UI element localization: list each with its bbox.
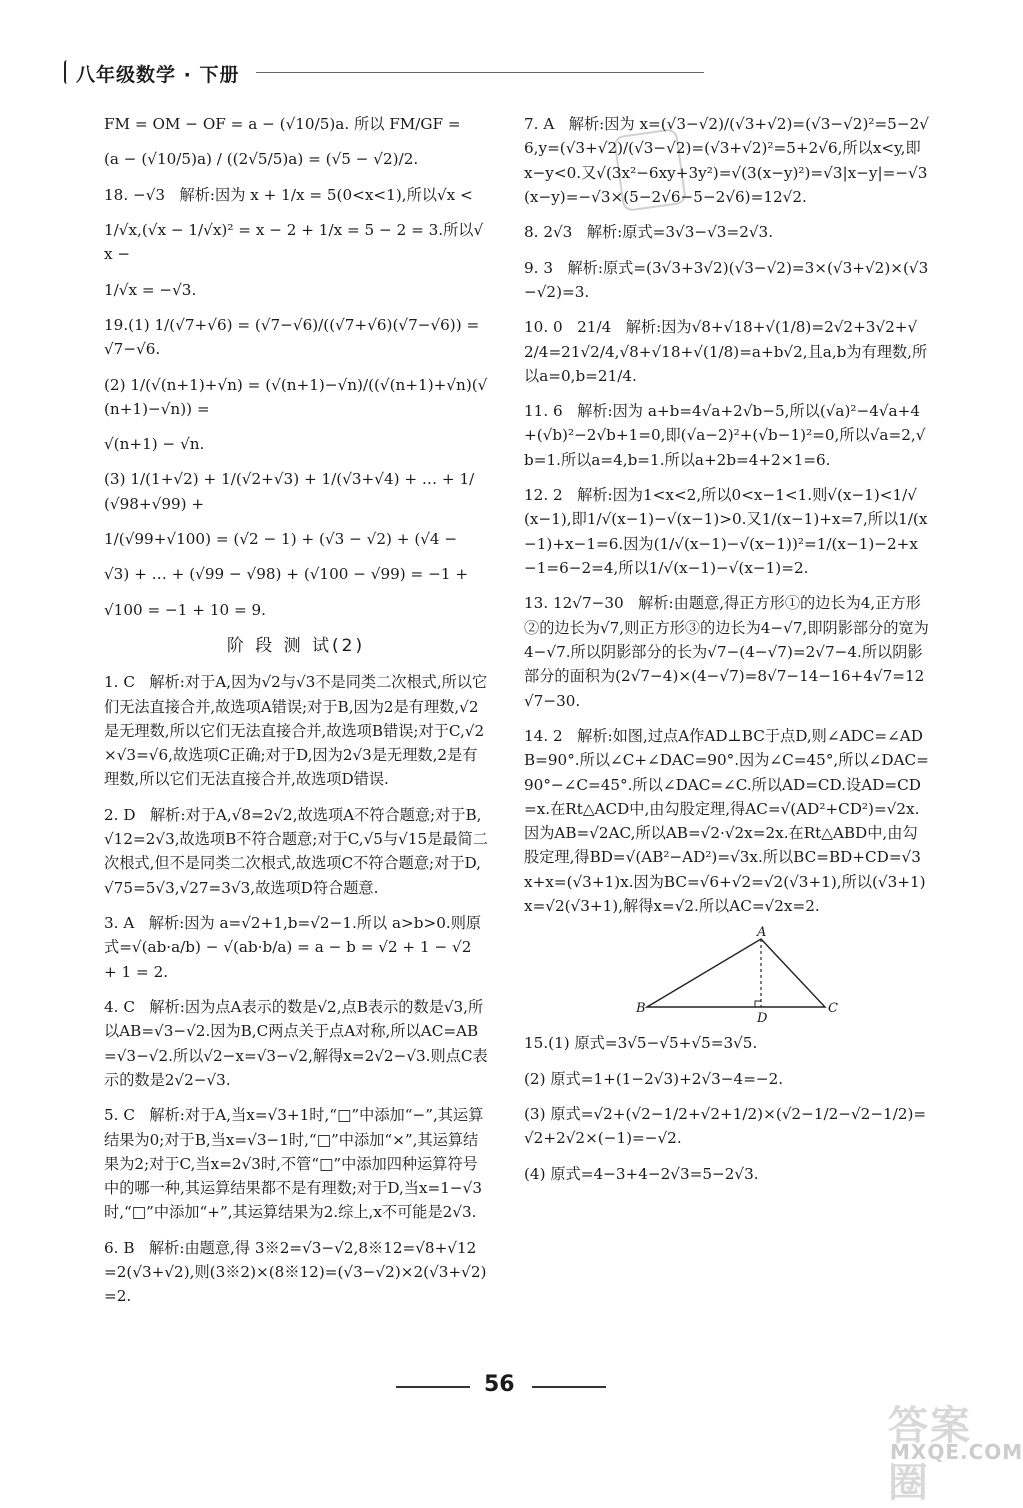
page-footer: [396, 1372, 606, 1402]
answer-item: 13. 12√7−30 解析:由题意,得正方形①的边长为4,正方形②的边长为√7,则正方形③的边长为4−√7,即阴影部分的宽为4−√7.所以阴影部分的长为√7−(4−√7)=2√7−4.所以阴影部分的面积为(2√7−4)×(4−√7)=8√7−14−16+4√7=12√7−30.: [524, 594, 929, 710]
header-title: 八年级数学 · 下册: [76, 64, 240, 86]
triangle-figure: [524, 925, 929, 1027]
answer-item: (3) 原式=√2+(√2−1/2+√2+1/2)×(√2−1/2−√2−1/2)=√2+2√2×(−1)=−√2.: [524, 1105, 927, 1148]
header-rule: [256, 72, 704, 73]
answer-item: 7. A 解析:因为 x=(√3−√2)/(√3+√2)=(√3−√2)²=5−2√6,y=(√3+√2)/(√3−√2)=(√3+√2)²=5+2√6,所以x<y,即x−y<0.又√(3x²−6xy+3y²)=√(3(x−y)²)=√3|x−y|=−√3(x−y)=−√3×(5−2√6−5−2√6)=12√2.: [524, 115, 929, 206]
header-bracket: [64, 60, 69, 84]
answer-item: 4. C 解析:因为点A表示的数是√2,点B表示的数是√3,所以AB=√3−√2.因为B,C两点关于点A对称,所以AC=AB=√3−√2.所以√2−x=√3−√2,解得x=2√2−√3.则点C表示的数是2√2−√3.: [104, 997, 488, 1089]
watermark-logo: 答案圈: [888, 1403, 972, 1506]
answer-line: √100 = −1 + 10 = 9.: [104, 600, 267, 619]
answer-item: 14. 2 解析:如图,过点A作AD⊥BC于点D,则∠ADC=∠ADB=90°.所以∠C+∠DAC=90°.因为∠C=45°,所以∠DAC=90°−∠C=45°.所以∠DAC=∠C.所以AD=CD.设AD=CD=x.在Rt△ACD中,由勾股定理,得AC=√(AD²+CD²)=√2x.因为AB=√2AC,所以AB=√2·√2x=2x.在Rt△ABD中,由勾股定理,得BD=√(AB²−AD²)=√3x.所以BC=BD+CD=√3x+x=(√3+1)x.因为BC=√6+√2=√2(√3+1),所以(√3+1)x=√2(√3+1),解得x=√2.所以AC=√2x=2.: [524, 726, 929, 916]
page-number: 56: [484, 1372, 515, 1397]
answer-line: 1/√x,(√x − 1/√x)² = x − 2 + 1/x = 5 − 2 = 3.所以√x −: [104, 220, 484, 264]
answer-line: FM = OM − OF = a − (√10/5)a. 所以 FM/GF =: [104, 115, 461, 133]
answer-item: 15.(1) 原式=3√5−√5+√5=3√5.: [524, 1034, 758, 1053]
answer-item: 2. D 解析:对于A,√8=2√2,故选项A不符合题意;对于B,√12=2√3,故选项B不符合题意;对于C,√5与√15是最简二次根式,但不是同类二次根式,故选项C不符合题意;对于D,√75=5√3,√27=3√3,故选项D符合题意.: [104, 805, 488, 897]
answer-item: 12. 2 解析:因为1<x<2,所以0<x−1<1.则√(x−1)<1/√(x−1),即1/√(x−1)−√(x−1)>0.又1/(x−1)+x=7,所以1/(x−1)+x−1=6.因为(1/√(x−1)−√(x−1))²=1/(x−1)−2+x−1=6−2=4,所以1/√(x−1)−√(x−1)=2.: [524, 486, 928, 577]
watermark-url: MXQE.COM: [890, 1440, 1023, 1464]
answer-line: 19.(1) 1/(√7+√6) = (√7−√6)/((√7+√6)(√7−√6)) = √7−√6.: [104, 315, 485, 359]
label-D: D: [757, 1011, 768, 1027]
answer-item: 9. 3 解析:原式=(3√3+3√2)(√3−√2)=3×(√3+√2)×(√3−√2)=3.: [524, 258, 929, 301]
answer-item: 1. C 解析:对于A,因为√2与√3不是同类二次根式,所以它们无法直接合并,故选项A错误;对于B,因为2是有理数,√2是无理数,所以它们无法直接合并,故选项B错误;对于C,√2×√3=√6,故选项C正确;对于D,因为2√3是无理数,2是有理数,所以它们无法直接合并,故选项D错误.: [104, 673, 488, 789]
answer-item: 10. 0 21/4 解析:因为√8+√18+√(1/8)=2√2+3√2+√2/4=21√2/4,√8+√18+√(1/8)=a+b√2,且a,b为有理数,所以a=0,b=21/4.: [524, 318, 928, 385]
answer-line: 1/√x = −√3.: [104, 280, 197, 299]
label-A: A: [757, 925, 767, 941]
left-column: [104, 112, 488, 1320]
answer-item: 8. 2√3 解析:原式=3√3−√3=2√3.: [524, 223, 774, 242]
label-B: B: [636, 1001, 646, 1017]
answer-item: 5. C 解析:对于A,当x=√3+1时,“□”中添加“−”,其运算结果为0;对于B,当x=√3−1时,“□”中添加“×”,其运算结果为2;对于C,当x=2√3时,不管“□”中添加四种运算符号中的哪一种,其运算结果都不是有理数;对于D,当x=1−√3时,“□”中添加“+”,其运算结果为2.综上,x不可能是2√3.: [104, 1106, 484, 1222]
label-C: C: [828, 1001, 838, 1017]
answer-line: (3) 1/(1+√2) + 1/(√2+√3) + 1/(√3+√4) + … + 1/(√98+√99) +: [104, 470, 475, 513]
right-column: [524, 112, 929, 1197]
footer-rule-left: [396, 1386, 470, 1388]
answer-item: (4) 原式=4−3+4−2√3=5−2√3.: [524, 1164, 759, 1183]
triangle-diagram: [639, 929, 839, 1019]
page-header: [64, 58, 644, 88]
answer-line: √3) + … + (√99 − √98) + (√100 − √99) = −1 +: [104, 565, 469, 584]
footer-rule-right: [532, 1386, 606, 1388]
answer-line: √(n+1) − √n.: [104, 435, 205, 454]
answer-line: (a − (√10/5)a) / ((2√5/5)a) = (√5 − √2)/2.: [104, 150, 419, 169]
answer-item: 11. 6 解析:因为 a+b=4√a+2√b−5,所以(√a)²−4√a+4+(√b)²−2√b+1=0,即(√a−2)²+(√b−1)²=0,所以√a=2,√b=1.所以a=4,b=1.所以a+2b=4+2×1=6.: [524, 402, 926, 469]
section-title: 阶 段 测 试(2): [226, 636, 366, 656]
answer-item: 6. B 解析:由题意,得 3※2=√3−√2,8※12=√8+√12=2(√3+√2),则(3※2)×(8※12)=(√3−√2)×2(√3+√2)=2.: [104, 1238, 487, 1306]
answer-line: 18. −√3 解析:因为 x + 1/x = 5(0<x<1),所以√x <: [104, 185, 473, 204]
answer-line: 1/(√99+√100) = (√2 − 1) + (√3 − √2) + (√4 −: [104, 530, 458, 549]
answer-item: 3. A 解析:因为 a=√2+1,b=√2−1.所以 a>b>0.则原式=√(ab·a/b) − √(ab·b/a) = a − b = √2 + 1 − √2 + 1 = 2.: [104, 914, 482, 981]
answer-line: (2) 1/(√(n+1)+√n) = (√(n+1)−√n)/((√(n+1)+√n)(√(n+1)−√n)) =: [104, 375, 488, 418]
answer-item: (2) 原式=1+(1−2√3)+2√3−4=−2.: [524, 1069, 784, 1088]
